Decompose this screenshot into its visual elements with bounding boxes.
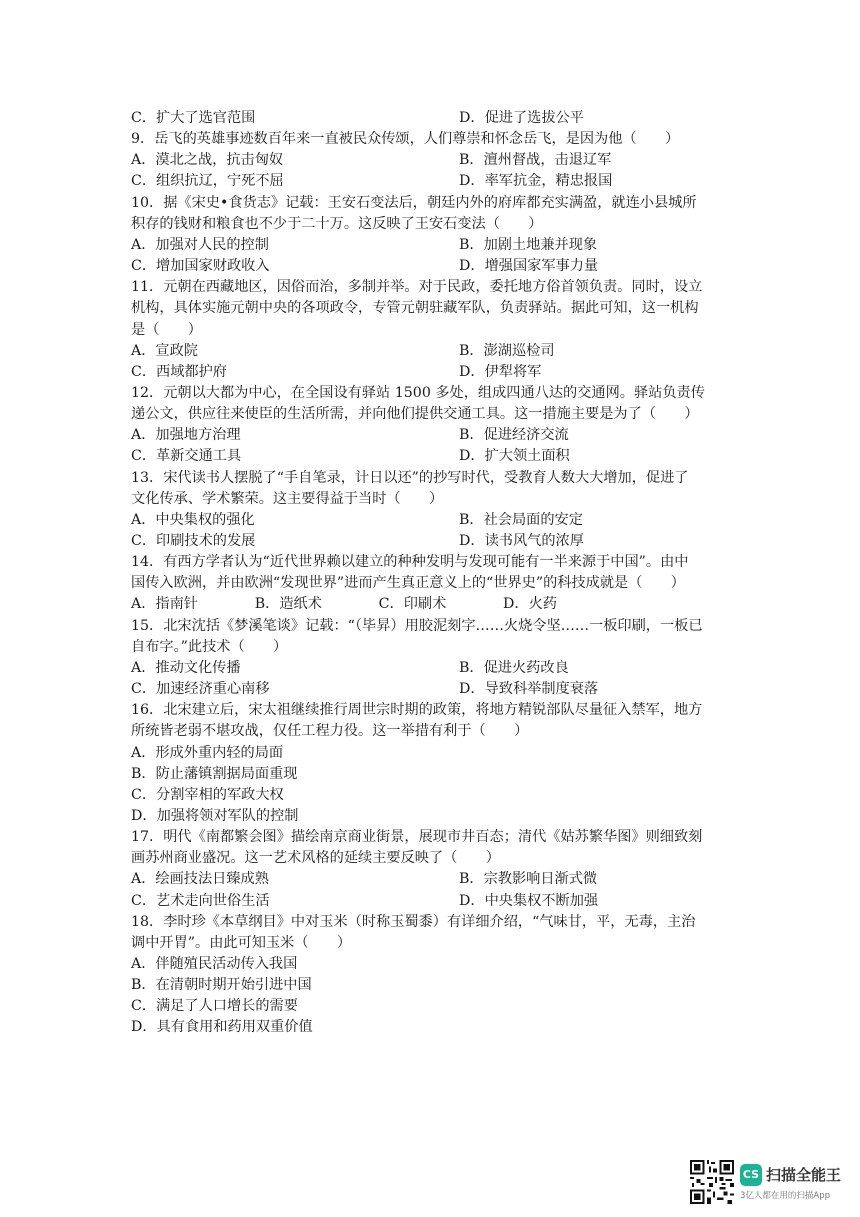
question-text-line: 14．有西方学者认为“近代世界赖以建立的种种发明与发现可能有一半来源于中国”。由中: [131, 554, 689, 571]
qr-code-icon: [690, 1160, 734, 1204]
answer-option: C．满足了人口增长的需要: [131, 998, 298, 1015]
answer-option: B．在清朝时期开始引进中国: [131, 977, 312, 994]
answer-option: A．指南针 B．造纸术 C．印刷术 D．火药: [131, 596, 557, 613]
answer-option: A．伴随殖民活动传入我国: [131, 956, 298, 972]
answer-option: D．中央集权不断加强: [459, 892, 599, 909]
question-text-line: 15．北宋沈括《梦溪笔谈》记载：“（毕昇）用胶泥刻字……火烧令坚……一板印刷，一板已: [131, 617, 703, 634]
answer-option: A．中央集权的强化: [131, 511, 255, 528]
scanner-watermark: [690, 1160, 840, 1206]
answer-option: A．加强对人民的控制: [131, 236, 269, 253]
answer-option: C．加速经济重心南移: [131, 681, 270, 698]
answer-option: A．漠北之战，抗击匈奴: [131, 152, 284, 169]
question-text-line: 16．北宋建立后，宋太祖继续推行周世宗时期的政策，将地方精锐部队尽量征入禁军，地方: [131, 702, 703, 719]
question-text-line: 17．明代《南都繁会图》描绘南京商业街景，展现市井百态；清代《姑苏繁华图》则细致刻: [131, 829, 703, 846]
question-text-line: 是（ ）: [131, 321, 202, 338]
question-text-line: 机构，具体实施元朝中央的各项政令，专管元朝驻藏军队，负责驿站。据此可知，这一机构: [131, 300, 699, 317]
answer-option: C．艺术走向世俗生活: [131, 892, 270, 909]
scanner-slogan: 3亿人都在用的扫描App: [740, 1191, 831, 1201]
question-text-line: 13．宋代读书人摆脱了“手自笔录，计日以还”的抄写时代，受教育人数大大增加，促进了: [131, 469, 689, 486]
question-text-line: 9．岳飞的英雄事迹数百年来一直被民众传颂，人们尊崇和怀念岳飞，是因为他（ ）: [131, 131, 680, 148]
answer-option: B．促进火药改良: [459, 659, 569, 676]
answer-option: D．促进了选拔公平: [459, 110, 584, 126]
answer-option: A．宣政院: [131, 342, 198, 359]
answer-option: D．率军抗金，精忠报国: [459, 173, 613, 190]
question-text-line: 递公文，供应往来使臣的生活所需，并向他们提供交通工具。这一措施主要是为了（ ）: [131, 406, 699, 423]
answer-option: C．扩大了选官范围: [131, 110, 256, 126]
answer-option: B．社会局面的安定: [459, 511, 583, 528]
answer-option: B．宗教影响日渐式微: [459, 871, 598, 888]
question-text-line: 国传入欧洲，并由欧洲“发现世界”进而产生真正意义上的“世界史”的科技成就是（ ）: [131, 575, 685, 592]
scanner-brand-name: 扫描全能王: [766, 1166, 842, 1184]
answer-option: B．促进经济交流: [459, 427, 569, 444]
answer-option: D．读书风气的浓厚: [459, 533, 584, 549]
answer-option: C．组织抗辽，宁死不屈: [131, 173, 284, 190]
answer-option: D．伊犁将军: [459, 363, 542, 380]
answer-option: C．分割宰相的军政大权: [131, 786, 284, 803]
answer-option: D．增强国家军事力量: [459, 258, 599, 275]
question-text-line: 画苏州商业盛况。这一艺术风格的延续主要反映了（ ）: [131, 850, 500, 867]
question-text-line: 文化传承、学术繁荣。这主要得益于当时（ ）: [131, 490, 444, 507]
question-text-line: 积存的钱财和粮食也不少于二十万。这反映了王安石变法（ ）: [131, 215, 543, 232]
answer-option: B．澎湖巡检司: [459, 342, 555, 359]
answer-option: D．导致科举制度衰落: [459, 681, 599, 698]
answer-option: C．西域都护府: [131, 363, 227, 380]
answer-option: D．具有食用和药用双重价值: [131, 1019, 313, 1036]
answer-option: C．增加国家财政收入: [131, 258, 270, 275]
question-text-line: 12．元朝以大都为中心，在全国设有驿站 1500 多处，组成四通八达的交通网。驿站负责传: [131, 384, 705, 401]
answer-option: B．加剧土地兼并现象: [459, 236, 598, 253]
answer-option: A．加强地方治理: [131, 427, 241, 444]
answer-option: A．形成外重内轻的局面: [131, 744, 284, 761]
question-text-line: 所统皆老弱不堪攻战，仅任工程力役。这一举措有利于（ ）: [131, 723, 529, 740]
answer-option: D．扩大领土面积: [459, 448, 570, 465]
answer-option: D．加强将领对军队的控制: [131, 807, 299, 824]
question-text-line: 10．据《宋史•食货志》记载：王安石变法后，朝廷内外的府库都充实满盈，就连小县城所: [131, 194, 697, 211]
answer-option: A．绘画技法日臻成熟: [131, 871, 269, 888]
question-text-line: 自布字。”此技术（ ）: [131, 638, 288, 655]
question-text-line: 18．李时珍《本草纲目》中对玉米（时称玉蜀黍）有详细介绍，“气味甘，平，无毒，主治: [131, 913, 696, 930]
question-text-line: 调中开胃”。由此可知玉米（ ）: [131, 934, 352, 951]
question-text-line: 11．元朝在西藏地区，因俗而治，多制并举。对于民政，委托地方俗首领负责。同时，设立: [131, 279, 703, 296]
answer-option: C．印刷技术的发展: [131, 533, 256, 549]
answer-option: C．革新交通工具: [131, 448, 242, 465]
answer-option: B．防止藩镇割据局面重现: [131, 765, 298, 782]
camscanner-logo-icon: CS: [740, 1164, 762, 1186]
answer-option: A．推动文化传播: [131, 659, 241, 676]
answer-option: B．澶州督战，击退辽军: [459, 152, 612, 169]
